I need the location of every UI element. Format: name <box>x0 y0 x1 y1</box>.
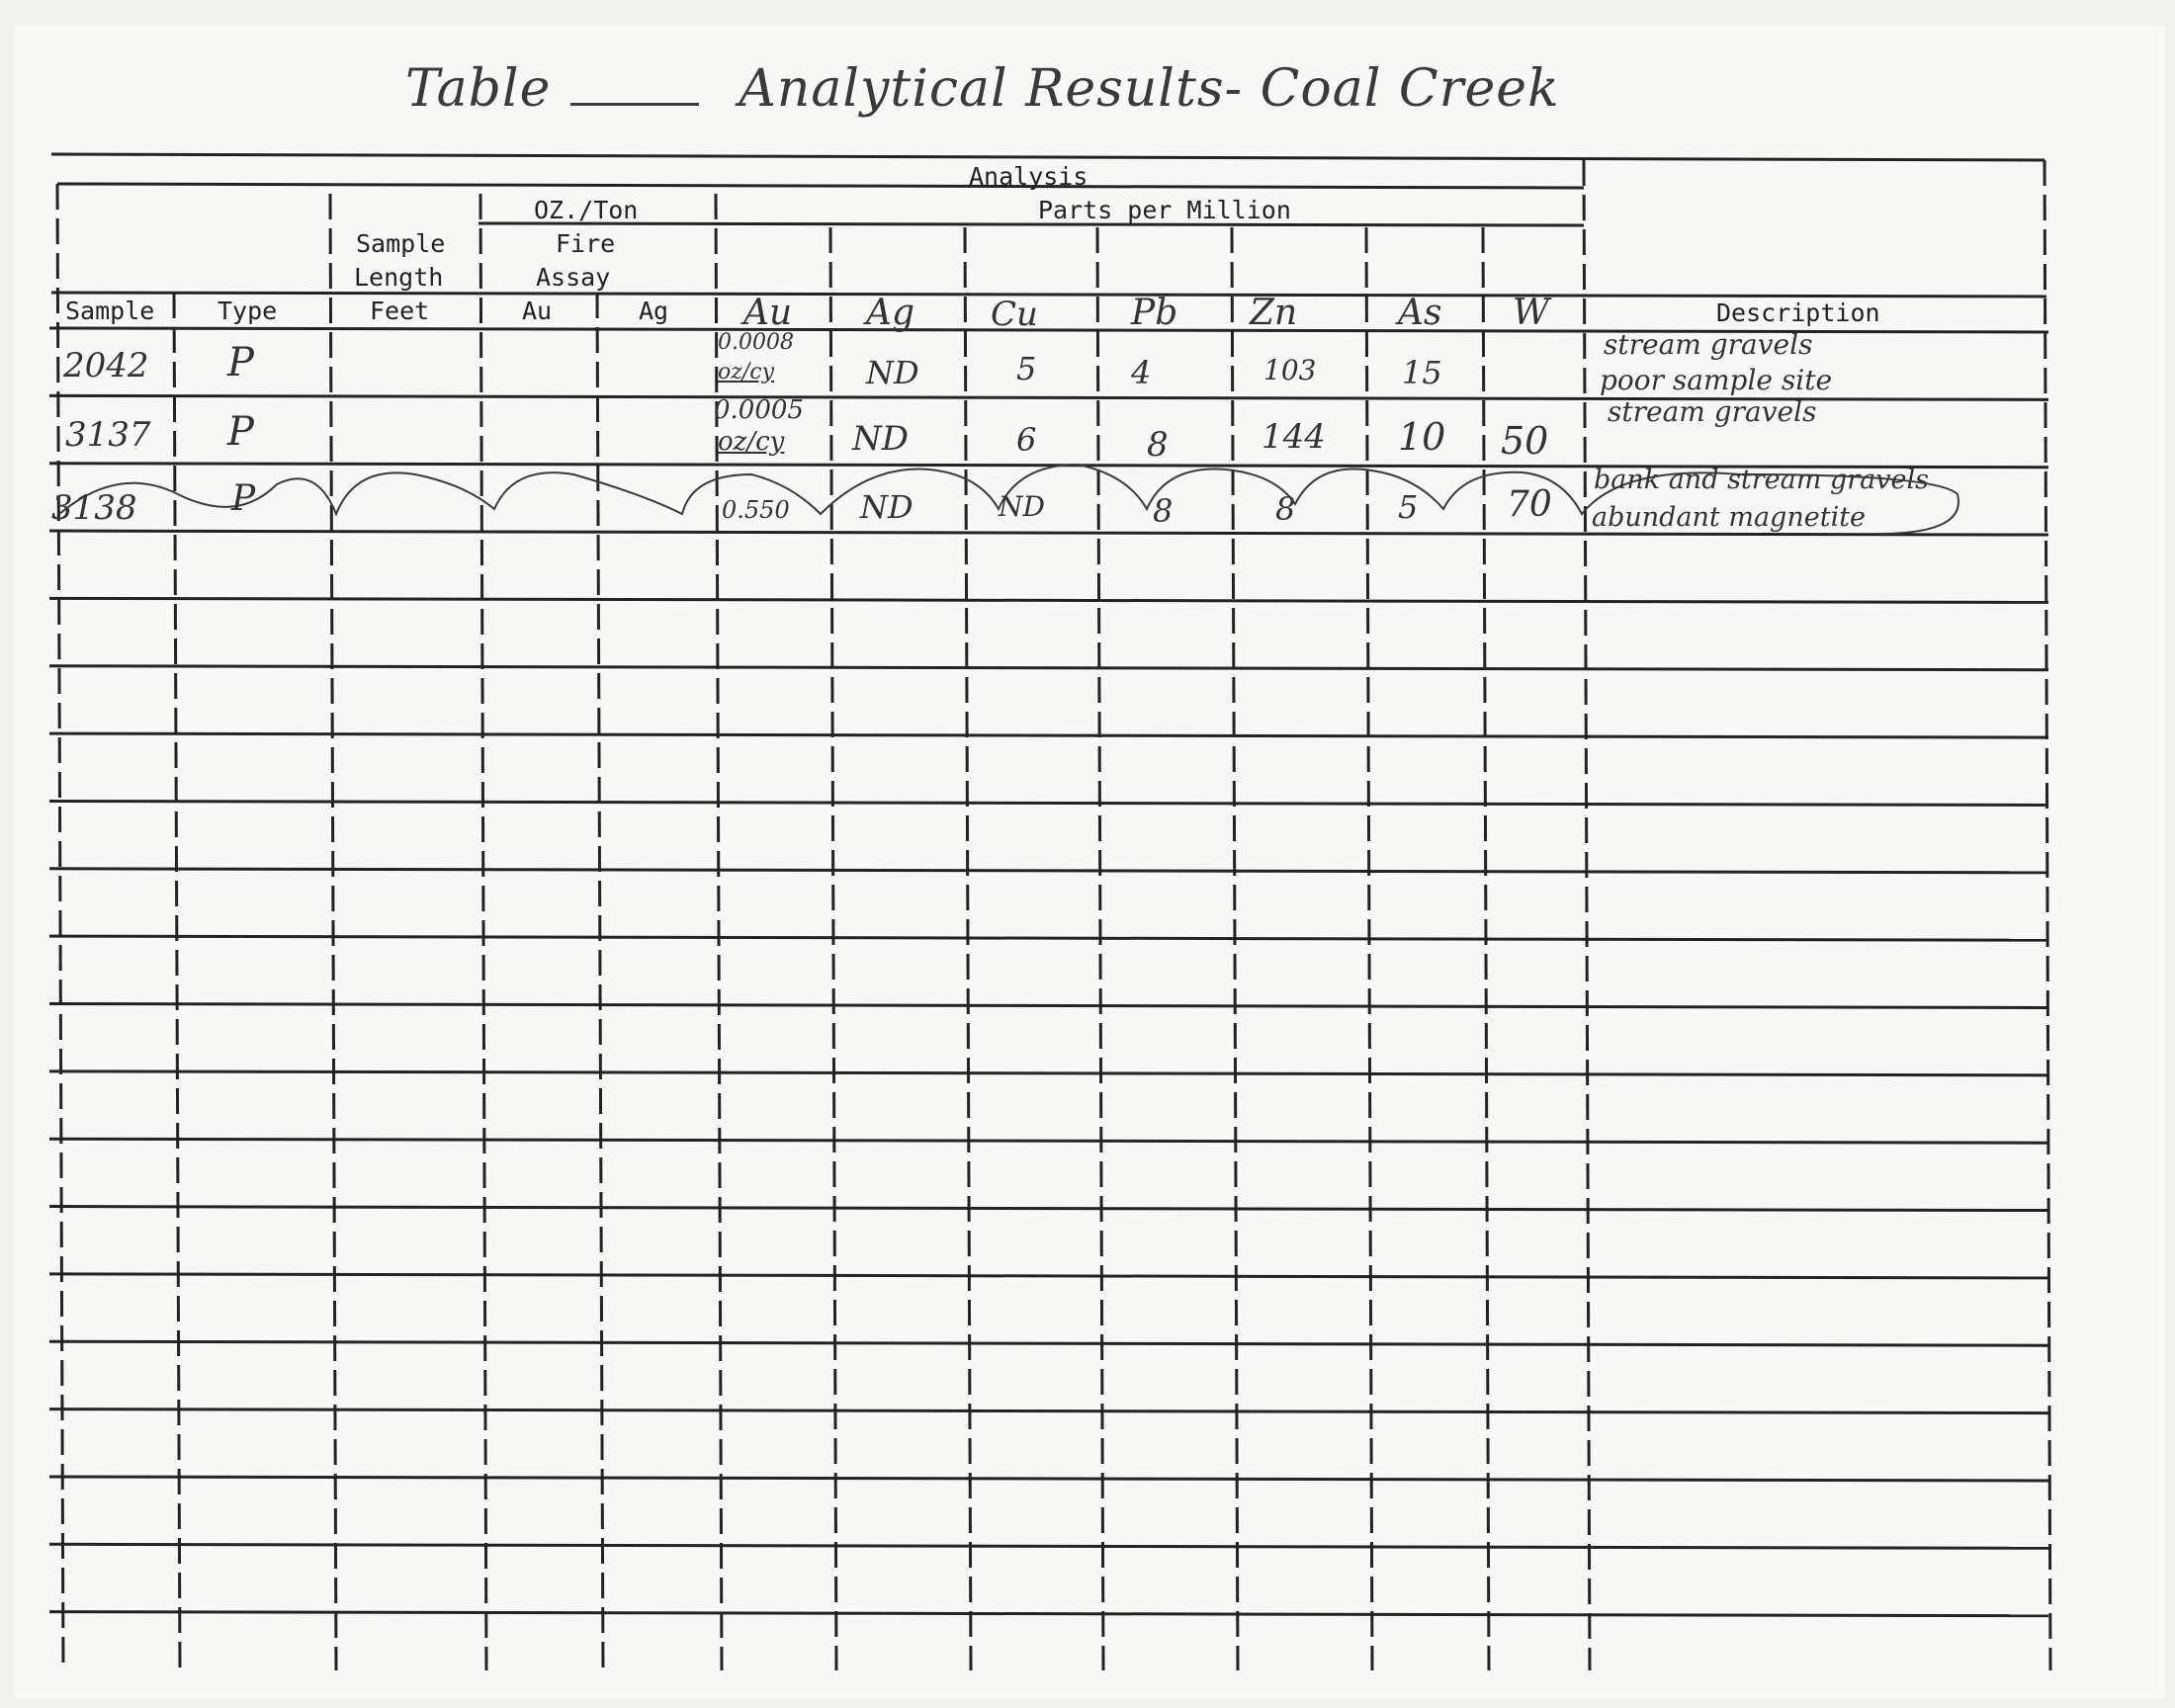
table-column-line <box>1483 227 1489 1670</box>
header-ppm: Parts per Million <box>1038 196 1291 224</box>
title-text: Analytical Results- Coal Creek <box>739 59 1560 119</box>
row3-au-value: 0.550 <box>722 496 790 524</box>
table-column-line <box>597 293 603 1670</box>
row1-au-unit: oz/cy <box>718 360 774 384</box>
header-fire: Fire <box>556 229 616 258</box>
row2-cu: 6 <box>1016 421 1037 459</box>
row1-desc-2: poor sample site <box>1600 364 1833 396</box>
table-row-line <box>49 666 2048 670</box>
row3-ag: ND <box>860 488 914 526</box>
header-ppm-ag: Ag <box>866 293 915 333</box>
row3-desc-2: abundant magnetite <box>1592 502 1867 533</box>
table-row-line <box>49 733 2048 737</box>
header-as: As <box>1398 293 1442 333</box>
row3-type: P <box>231 478 256 519</box>
table-column-line <box>830 227 836 1670</box>
row1-cu: 5 <box>1016 350 1037 387</box>
header-assay: Assay <box>536 263 611 292</box>
row2-au-unit: oz/cy <box>718 427 785 457</box>
row1-type: P <box>227 340 254 385</box>
table-row-line <box>49 1544 2048 1548</box>
table-row-line <box>49 1274 2048 1278</box>
header-pb: Pb <box>1131 293 1178 333</box>
table-column-line <box>480 194 486 1670</box>
row2-pb: 8 <box>1147 425 1169 465</box>
table-row-line <box>49 1341 2048 1345</box>
table-column-line <box>1097 227 1103 1670</box>
table-row-line <box>49 598 2048 602</box>
header-cu: Cu <box>991 295 1038 334</box>
table-row-line <box>49 801 2048 805</box>
table-row-line <box>49 1139 2048 1143</box>
row1-au-value: 0.0008 <box>718 330 794 355</box>
table-row-line <box>49 869 2048 873</box>
row1-as: 15 <box>1402 354 1442 391</box>
row3-sample: 3138 <box>51 488 137 528</box>
row1-pb: 4 <box>1131 354 1152 391</box>
table-column-line <box>174 293 180 1670</box>
table-column-line <box>57 184 63 1670</box>
row2-desc-1: stream gravels <box>1608 395 1817 428</box>
header-ppm-au: Au <box>743 293 793 333</box>
row3-zn: 8 <box>1275 490 1296 528</box>
row1-zn: 103 <box>1263 354 1317 386</box>
row1-desc-1: stream gravels <box>1604 328 1813 361</box>
table-row-line <box>49 1612 2048 1616</box>
row2-ag: ND <box>852 419 910 459</box>
table-column-line <box>2044 160 2050 1670</box>
table-column-line <box>1584 160 1590 1670</box>
row3-desc-1: bank and stream gravels <box>1594 465 1929 495</box>
row3-cu: ND <box>999 490 1045 523</box>
row2-zn: 144 <box>1262 417 1326 457</box>
table-column-line <box>965 227 971 1670</box>
row2-au-value: 0.0005 <box>714 395 804 425</box>
header-fa-au: Au <box>522 297 553 325</box>
row3-as: 5 <box>1398 488 1419 526</box>
table-column-line <box>1366 227 1372 1670</box>
table-column-line <box>1232 227 1238 1670</box>
table-column-line <box>330 194 336 1670</box>
table-row-line <box>49 1477 2048 1481</box>
row3-w: 70 <box>1507 484 1552 525</box>
header-fa-ag: Ag <box>639 297 669 325</box>
header-w: W <box>1513 293 1550 333</box>
header-oz-ton: OZ./Ton <box>534 196 639 224</box>
table-row-line <box>49 1071 2048 1075</box>
header-description: Description <box>1716 299 1880 327</box>
header-sample-length-3: Feet <box>370 297 430 325</box>
header-sample-length-2: Length <box>354 263 444 292</box>
row3-pb: 8 <box>1153 492 1174 530</box>
row2-type: P <box>227 409 254 455</box>
table-row-line <box>49 1409 2048 1413</box>
table-row-line <box>49 936 2048 940</box>
header-sample: Sample <box>65 297 155 325</box>
row1-ag: ND <box>866 354 919 391</box>
header-analysis: Analysis <box>969 162 1088 191</box>
row2-w: 50 <box>1501 419 1549 463</box>
header-sample-length-1: Sample <box>356 229 446 258</box>
table-row-line <box>49 1004 2048 1008</box>
table-row-line <box>49 1207 2048 1211</box>
row2-sample: 3137 <box>65 415 151 455</box>
row1-sample: 2042 <box>63 346 149 385</box>
header-zn: Zn <box>1250 293 1298 333</box>
title-prefix: Table <box>405 59 552 119</box>
header-type: Type <box>218 297 278 325</box>
row2-as: 10 <box>1398 415 1446 459</box>
